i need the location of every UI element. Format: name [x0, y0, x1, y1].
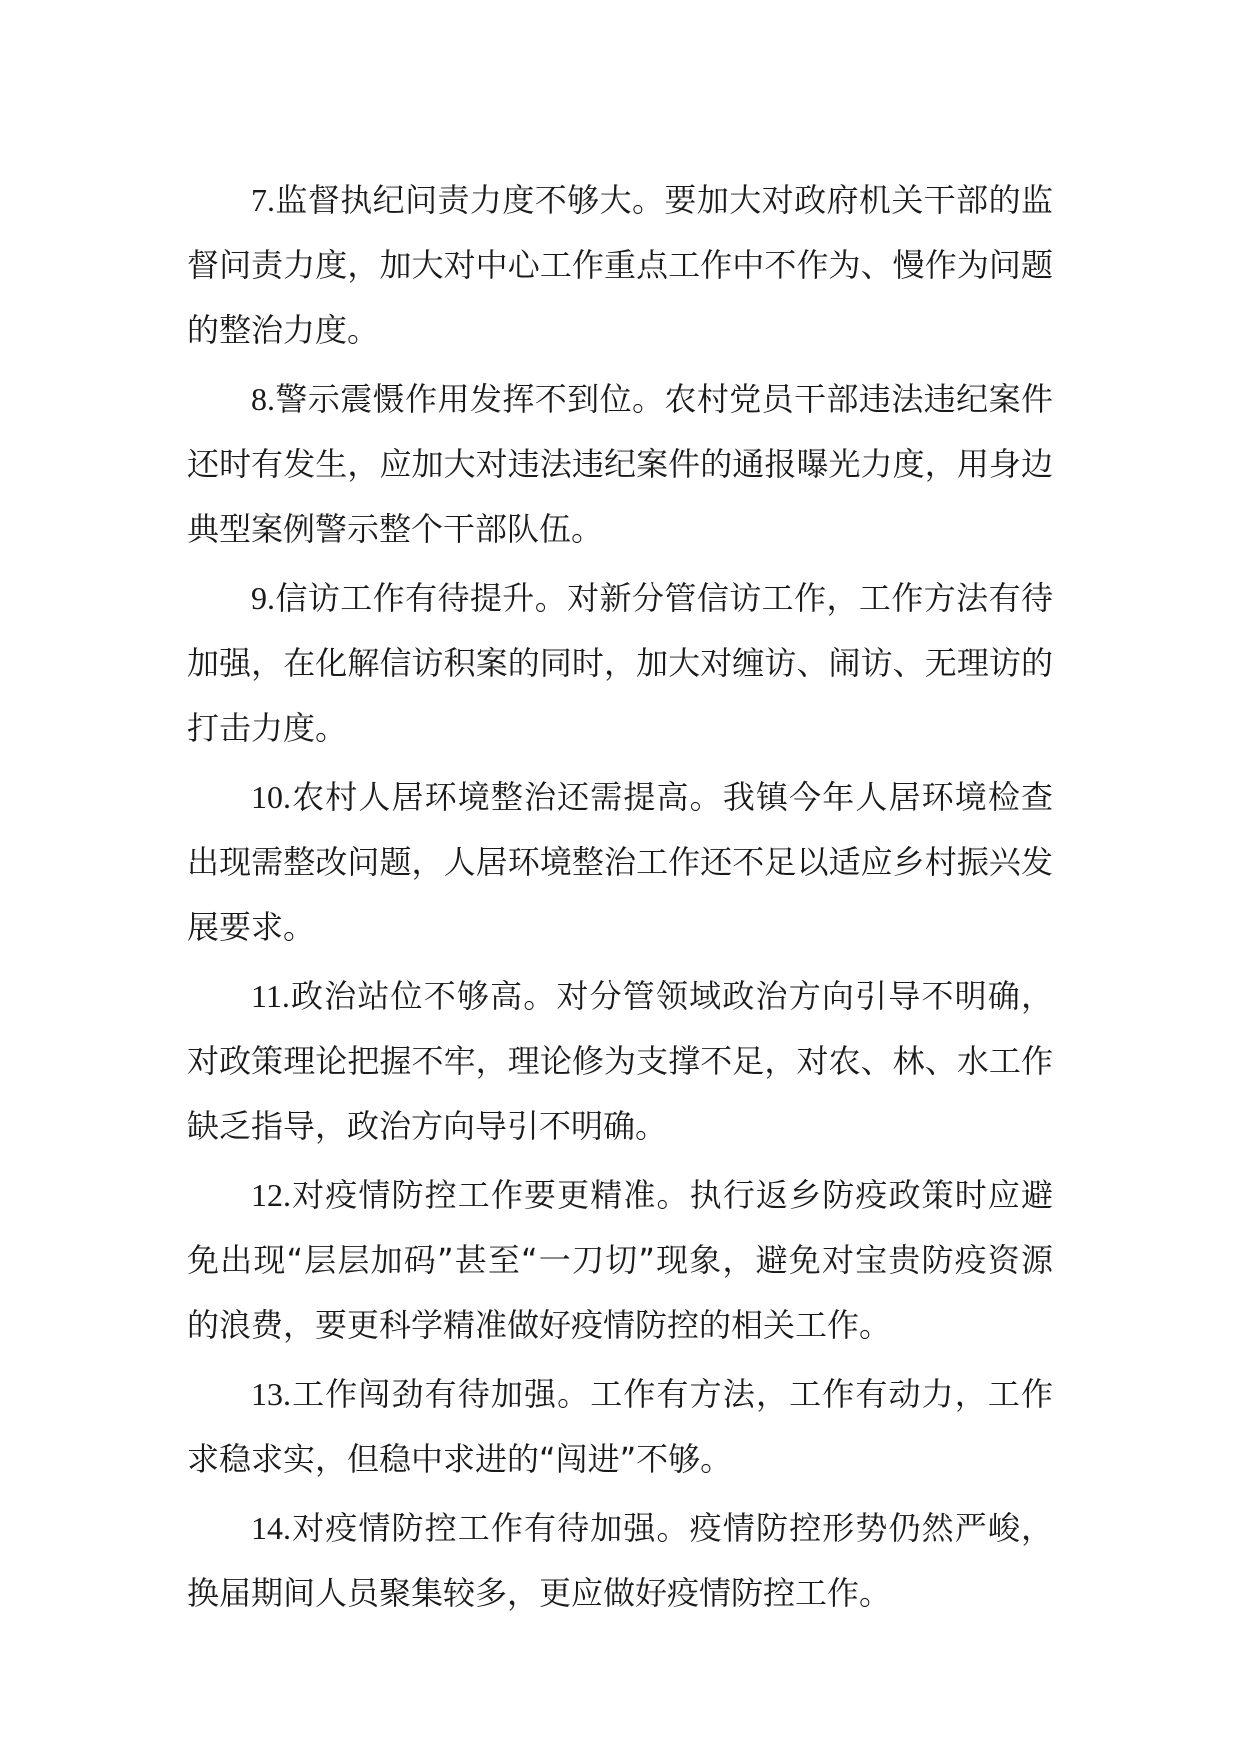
document-body: [187, 168, 1053, 1630]
paragraph-item-7: [187, 168, 1053, 363]
paragraph-text: 政治站位不够高。对分管领域政治方向引导不明确，对政策理论把握不牢，理论修为支撑不足，对农、林、水工作缺乏指导，政治方向导引不明确。: [187, 977, 1053, 1145]
paragraph-item-8: [187, 367, 1053, 562]
paragraph-item-9: [187, 566, 1053, 761]
paragraph-text: 监督执纪问责力度不够大。要加大对政府机关干部的监督问责力度，加大对中心工作重点工作中不作为、慢作为问题的整治力度。: [187, 181, 1053, 349]
item-number: 9.: [251, 580, 275, 616]
paragraph-text: 工作闯劲有待加强。工作有方法，工作有动力，工作求稳求实，但稳中求进的“闯进”不够。: [187, 1375, 1053, 1478]
paragraph-text: 警示震慑作用发挥不到位。农村党员干部违法违纪案件还时有发生，应加大对违法违纪案件的通报曝光力度，用身边典型案例警示整个干部队伍。: [187, 380, 1053, 548]
paragraph-item-10: [187, 765, 1053, 960]
paragraph-text: 对疫情防控工作有待加强。疫情防控形势仍然严峻，换届期间人员聚集较多，更应做好疫情防控工作。: [187, 1509, 1053, 1612]
paragraph-item-14: [187, 1496, 1053, 1626]
item-number: 13.: [251, 1376, 291, 1412]
item-number: 11.: [251, 978, 290, 1014]
item-number: 7.: [251, 182, 275, 218]
paragraph-text: 对疫情防控工作要更精准。执行返乡防疫政策时应避免出现“层层加码”甚至“一刀切”现象，避免对宝贵防疫资源的浪费，要更科学精准做好疫情防控的相关工作。: [187, 1176, 1053, 1344]
item-number: 10.: [251, 779, 291, 815]
paragraph-item-11: [187, 964, 1053, 1159]
paragraph-item-13: [187, 1362, 1053, 1492]
item-number: 12.: [251, 1177, 291, 1213]
paragraph-item-12: [187, 1163, 1053, 1358]
paragraph-text: 信访工作有待提升。对新分管信访工作，工作方法有待加强，在化解信访积案的同时，加大对缠访、闹访、无理访的打击力度。: [187, 579, 1053, 747]
paragraph-text: 农村人居环境整治还需提高。我镇今年人居环境检查出现需整改问题，人居环境整治工作还不足以适应乡村振兴发展要求。: [187, 778, 1053, 946]
item-number: 14.: [251, 1510, 291, 1546]
item-number: 8.: [251, 381, 275, 417]
